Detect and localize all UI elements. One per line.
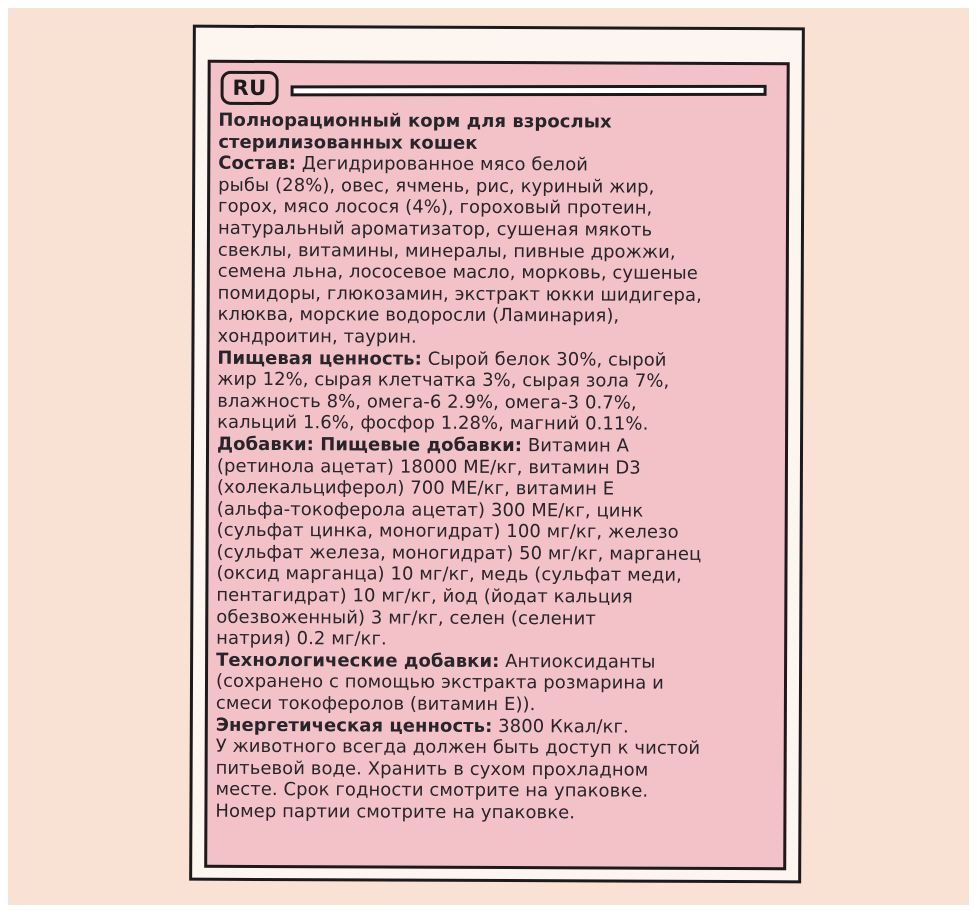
text-line <box>216 606 782 630</box>
line-heading: Пищевая ценность: <box>217 347 422 370</box>
line-body: клюква, морские водоросли (Ламинария), <box>217 304 620 327</box>
text-line <box>215 779 781 803</box>
line-body: кальций 1.6%, фосфор 1.28%, магний 0.11%. <box>217 412 649 435</box>
line-body: горох, мясо лосося (4%), гороховый протеин, <box>218 196 653 220</box>
text-line <box>216 758 782 782</box>
text-line <box>217 434 783 458</box>
text-line <box>217 412 783 436</box>
text-line <box>215 801 781 825</box>
line-body: (сульфат цинка, моногидрат) 100 мг/кг, железо <box>216 520 679 544</box>
line-body: свеклы, витамины, минералы, пивные дрожжи, <box>217 239 676 263</box>
line-heading: Добавки: Пищевые добавки: <box>216 433 523 457</box>
line-body: Дегидрированное мясо белой <box>296 153 589 176</box>
line-body: У животного всегда должен быть доступ к чистой <box>215 735 701 760</box>
text-line <box>216 714 782 738</box>
text-line <box>216 650 782 674</box>
line-body: рыбы (28%), овес, ячмень, рис, куриный жир, <box>218 174 655 198</box>
line-heading: стерилизованных кошек <box>218 131 478 154</box>
line-body: (сульфат железа, моногидрат) 50 мг/кг, марганец <box>216 541 702 565</box>
line-body: Номер партии смотрите на упаковке. <box>215 800 576 824</box>
line-body: семена льна, лососевое масло, морковь, сушеные <box>217 260 699 285</box>
line-body: пентагидрат) 10 мг/кг, йод (йодат кальция <box>216 584 633 608</box>
text-line <box>217 520 783 544</box>
label-card <box>189 25 805 884</box>
text-line <box>216 563 782 587</box>
line-body: 3800 Ккал/кг. <box>492 715 629 738</box>
text-line <box>216 671 782 695</box>
text-line <box>218 283 784 307</box>
line-body: жир 12%, сырая клетчатка 3%, сырая зола 7%, <box>217 368 670 392</box>
line-heading: Полнорационный корм для взрослых <box>218 109 612 133</box>
text-line <box>218 304 784 328</box>
header-bar <box>291 85 767 96</box>
line-body: помидоры, глюкозамин, экстракт юкки шидигера, <box>217 282 702 306</box>
line-body: (сохранено с помощью экстракта розмарина и <box>215 671 664 695</box>
line-body: Витамин А <box>522 435 630 457</box>
ingredients-text <box>215 110 786 825</box>
text-line <box>216 628 782 652</box>
language-badge: RU <box>221 71 279 105</box>
text-line <box>218 110 784 134</box>
line-body: Антиоксиданты <box>499 650 656 673</box>
text-line <box>217 498 783 522</box>
line-body: натуральный ароматизатор, сушеная мякоть <box>217 217 653 241</box>
text-line <box>217 369 783 393</box>
line-body: (альфа-токоферола ацетат) 300 МЕ/кг, цинк <box>216 498 644 522</box>
text-line <box>216 585 782 609</box>
text-line <box>218 218 784 242</box>
text-line <box>218 261 784 285</box>
text-line <box>217 455 783 479</box>
text-line <box>217 390 783 414</box>
text-line <box>217 542 783 566</box>
line-heading: Технологические добавки: <box>216 649 500 672</box>
text-line <box>216 736 782 760</box>
line-body: натрия) 0.2 мг/кг. <box>216 628 387 650</box>
text-line <box>216 693 782 717</box>
page-background <box>8 8 969 905</box>
line-body: (холекальциферол) 700 МЕ/кг, витамин Е <box>216 476 615 500</box>
line-body: влажность 8%, омега-6 2.9%, омега-3 0.7%, <box>217 390 637 414</box>
text-line <box>218 196 784 220</box>
line-body: Сырой белок 30%, сырой <box>421 348 667 371</box>
text-line <box>218 131 784 155</box>
line-heading: Состав: <box>218 152 297 175</box>
text-line <box>218 153 784 177</box>
text-line <box>218 239 784 263</box>
line-body: питьевой воде. Хранить в сухом прохладном <box>215 757 649 781</box>
line-body: месте. Срок годности смотрите на упаковке. <box>215 779 649 803</box>
text-line <box>217 326 783 350</box>
line-body: хондроитин, таурин. <box>217 325 417 348</box>
line-body: (ретинола ацетат) 18000 МЕ/кг, витамин D3 <box>216 455 641 479</box>
line-body: (оксид марганца) 10 мг/кг, медь (сульфат меди, <box>216 563 682 587</box>
line-body: обезвоженный) 3 мг/кг, селен (селенит <box>216 606 596 630</box>
text-line <box>217 477 783 501</box>
label-panel <box>204 60 790 871</box>
line-heading: Энергетическая ценность: <box>215 714 493 737</box>
line-body: смеси токоферолов (витамин Е)). <box>215 692 536 716</box>
text-line <box>217 347 783 371</box>
text-line <box>218 175 784 199</box>
